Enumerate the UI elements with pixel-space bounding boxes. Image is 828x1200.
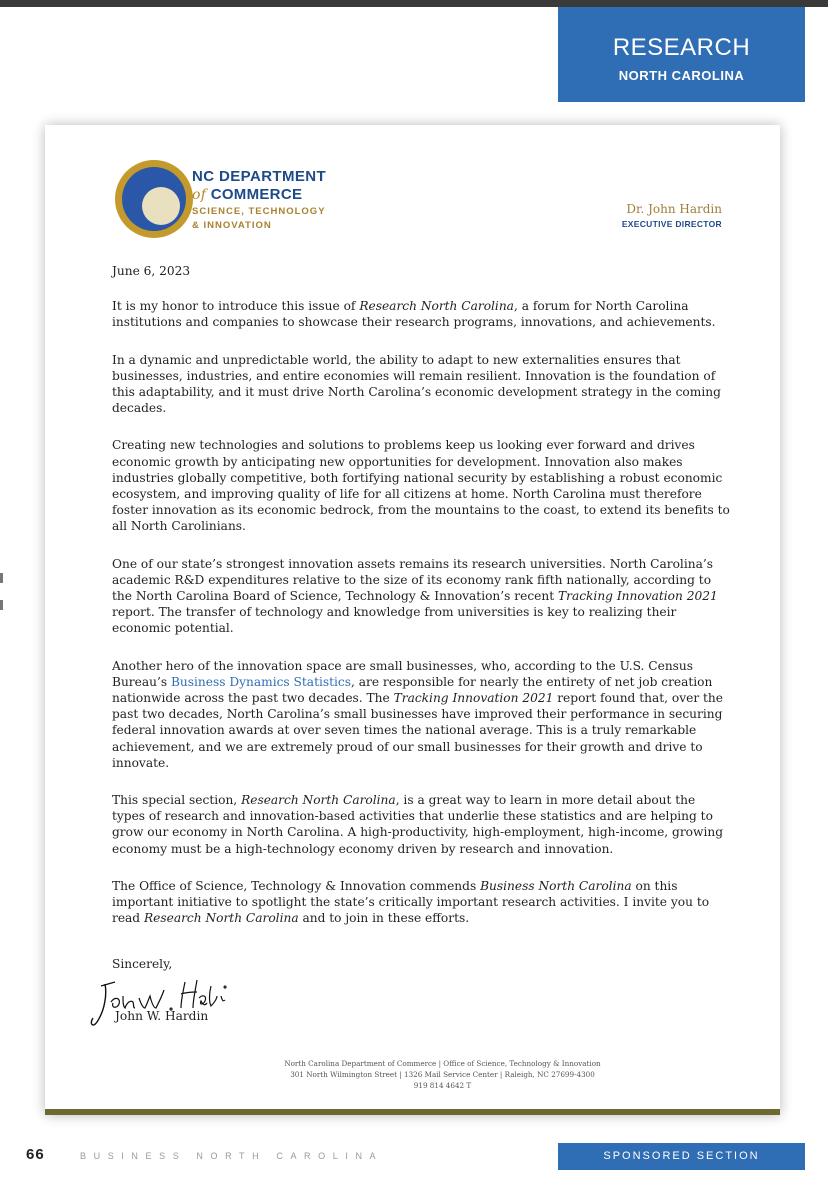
- letterhead-signer: [622, 202, 722, 229]
- footer-line2: 301 North Wilmington Street | 1326 Mail Service Center | Raleigh, NC 27699-4300: [290, 1070, 595, 1079]
- letter-date: June 6, 2023: [112, 264, 191, 278]
- signature-name: John W. Hardin: [115, 1009, 209, 1023]
- page-edge-mark: [0, 600, 3, 610]
- org-of: of: [192, 187, 207, 203]
- org-line1: NC DEPARTMENT: [192, 168, 327, 185]
- paragraph-7: The Office of Science, Technology & Innovation commends Business North Carolina on this important initiative to spotlight the state’s critically important research activities. I invite you to read Research North Carolina and to join in these efforts.: [112, 878, 710, 926]
- business-dynamics-link[interactable]: Business Dynamics Statistics: [170, 674, 351, 689]
- letter-body: [112, 263, 730, 948]
- paragraph-4: One of our state’s strongest innovation assets remains its research universities. North Carolina’s academic R&D expenditures relative to the size of its economy rank fifth nationally, according to the North Carolina Board of Science, Technology & Innovation’s recent Tracking Innovation 2021 report. The transfer of technology and knowledge from universities is key to realizing their economic potential.: [112, 556, 718, 636]
- signer-title: EXECUTIVE DIRECTOR: [621, 219, 722, 229]
- magazine-name: BUSINESS NORTH CAROLINA: [80, 1151, 384, 1161]
- paragraph-2: In a dynamic and unpredictable world, the ability to adapt to new externalities ensures that businesses, industries, and entire economies will remain resilient. Innovation is the foundation of this adaptability, and it must drive North Carolina’s economic development strategy in the coming decades.: [112, 352, 721, 416]
- letterhead-org: [192, 168, 326, 231]
- letter-bottom-rule: [45, 1109, 780, 1115]
- section-badge: [558, 7, 805, 102]
- org-line4: & INNOVATION: [192, 220, 272, 231]
- badge-subtitle: NORTH CAROLINA: [618, 68, 745, 83]
- org-line3: SCIENCE, TECHNOLOGY: [192, 206, 326, 217]
- top-bar: [0, 0, 828, 7]
- letter-footer: [45, 1058, 780, 1091]
- paragraph-6: This special section, Research North Carolina, is a great way to learn in more detail about the types of research and innovation-based activities that underlie these statistics and are helping to grow our economy in North Carolina. A high-productivity, high-employment, high-income, growing economy must be a high-technology economy driven by research and innovation.: [112, 793, 724, 856]
- org-line2: [192, 186, 326, 203]
- paragraph-3: Creating new technologies and solutions to problems keep us looking ever forward and drives economic growth by anticipating new opportunities for development. Innovation also makes industries globally competitive, both fortifying national security by establishing a robust economic ecosystem, and improving quality of life for all citizens at home. North Carolina must therefore foster innovation as its economic bedrock, from the mountains to the coast, to extend its benefits to all North Carolinians.: [112, 438, 730, 534]
- footer-line3: 919 814 4642 T: [413, 1081, 472, 1090]
- page-edge-mark: [0, 573, 3, 583]
- sponsored-section-label: SPONSORED SECTION: [558, 1143, 805, 1170]
- page-number: 66: [26, 1146, 45, 1163]
- paragraph-1: It is my honor to introduce this issue of Research North Carolina, a forum for North Carolina institutions and companies to showcase their research programs, innovations, and achievements.: [112, 299, 716, 330]
- footer-line1: North Carolina Department of Commerce | Office of Science, Technology & Innovation: [284, 1059, 601, 1068]
- letter-closing: Sincerely,: [112, 957, 173, 971]
- badge-title: RESEARCH: [612, 34, 751, 61]
- signer-name: Dr. John Hardin: [626, 202, 722, 216]
- nc-state-seal-icon: [115, 160, 193, 238]
- paragraph-5: Another hero of the innovation space are small businesses, who, according to the U.S. Census Bureau’s Business Dynamics Statistics, are responsible for nearly the entirety of net job creation nationwide across the past two decades. The Tracking Innovation 2021 report found that, over the past two decades, North Carolina’s small businesses have improved their performance in securing federal innovation awards at over seven times the national average. This is a truly remarkable achievement, and we are extremely proud of our small businesses for their growth and drive to innovate.: [112, 658, 723, 770]
- org-commerce: COMMERCE: [210, 186, 303, 203]
- letter-page: [45, 125, 780, 1115]
